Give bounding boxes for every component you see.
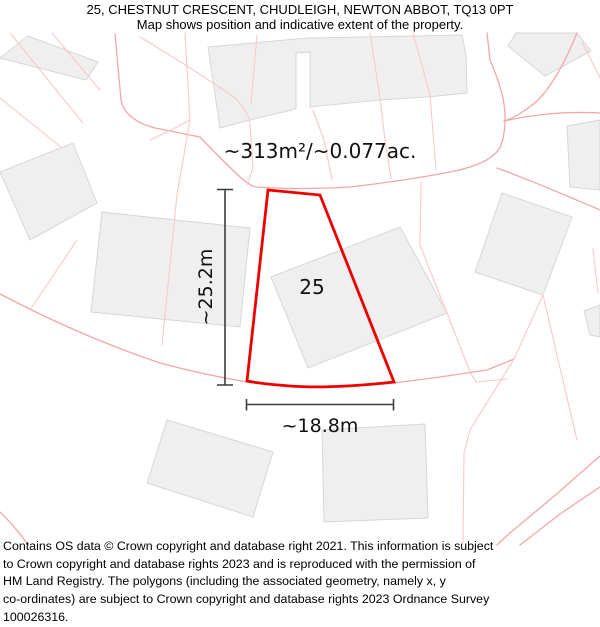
building-footprint (508, 33, 591, 76)
lot-line (150, 120, 190, 140)
attribution-line: Contains OS data © Crown copyright and database right 2021. This information is subject (3, 539, 494, 553)
attribution-line: to Crown copyright and database rights 2023 and is reproduced with the permission of (3, 556, 476, 571)
building-footprint-plot25 (271, 227, 447, 368)
lot-line (0, 98, 62, 148)
street-line (504, 112, 600, 121)
building-footprint (322, 424, 428, 522)
lot-line (593, 249, 598, 293)
attribution-line: HM Land Registry. The polygons (including the associated geometry, namely x, y (3, 574, 446, 589)
street-line (497, 456, 600, 545)
vertical-dimension-label: ~25.2m (195, 248, 217, 326)
horizontal-dimension-line (246, 399, 394, 411)
lot-line (582, 42, 600, 78)
street-line (520, 487, 600, 545)
lot-line (463, 359, 514, 543)
building-footprint (91, 212, 250, 327)
attribution-line: 100026316. (3, 609, 69, 624)
lot-line (30, 240, 77, 310)
lot-line (514, 295, 543, 359)
building-footprint (567, 120, 600, 190)
building-footprint (147, 420, 273, 517)
lot-line (543, 295, 577, 440)
building-footprint (0, 36, 98, 80)
page-subtitle: Map shows position and indicative extent of the property. (136, 17, 464, 32)
copyright-attribution (3, 538, 597, 627)
building-footprint (0, 143, 97, 240)
horizontal-dimension-label: ~18.8m (281, 415, 359, 437)
page-title-address: 25, CHESTNUT CRESCENT, CHUDLEIGH, NEWTON ABBOT, TQ13 0PT (86, 2, 514, 17)
building-footprint (475, 193, 572, 295)
plot-number-label: 25 (299, 275, 325, 299)
lot-line (476, 379, 507, 382)
attribution-line: co-ordinates) are subject to Crown copyright and database rights 2023 Ordnance Survey (3, 592, 490, 607)
building-footprint (584, 305, 600, 337)
plot-area-label: ~313m²/~0.077ac. (223, 139, 417, 163)
